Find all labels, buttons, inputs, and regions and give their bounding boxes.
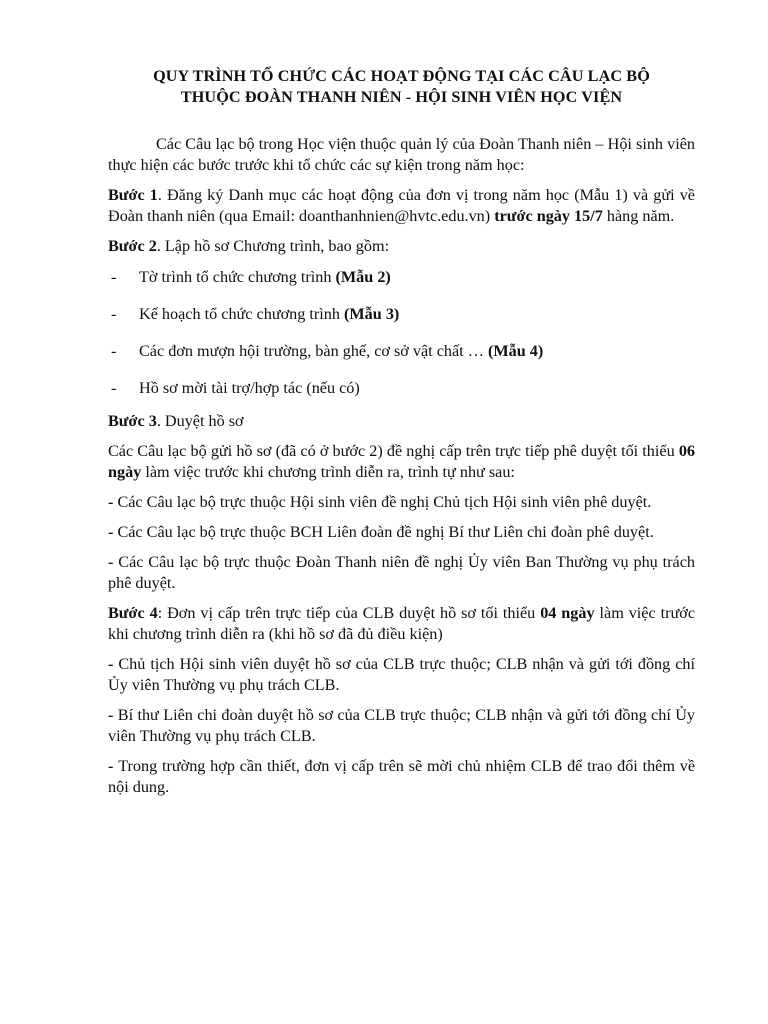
step-4-point [108,654,695,696]
point-text: Chủ tịch Hội sinh viên duyệt hồ sơ của CLB trực thuộc; CLB nhận và gửi tới đồng chí Ủy viên Thường vụ phụ trách CLB. [108,655,696,694]
step-3-paragraph [108,411,695,432]
step-1-text: . Đăng ký Danh mục các hoạt động của đơn vị trong năm học (Mẫu 1) và gửi về Đoàn thanh niên (qua Email: doanthanhnien@hvtc.edu.vn) [108,186,695,225]
point-dash: - [108,655,119,673]
step-4-paragraph [108,603,695,645]
list-dash: - [111,379,117,397]
step-4-label: Bước 4 [108,604,158,622]
intro-paragraph: Các Câu lạc bộ trong Học viện thuộc quản lý của Đoàn Thanh niên – Hội sinh viên thực hiện các bước trước khi tổ chức các sự kiện trong năm học: [108,135,695,174]
point-dash: - [108,757,119,775]
list-dash: - [111,342,117,360]
step-3-text: . Duyệt hồ sơ [156,412,244,430]
list-item [108,267,695,288]
list-item-text: Kế hoạch tổ chức chương trình [139,305,345,323]
list-item-text: Hồ sơ mời tài trợ/hợp tác (nếu có) [139,379,360,397]
point-dash: - [108,493,118,511]
point-text: Các Câu lạc bộ trực thuộc Hội sinh viên đề nghị Chủ tịch Hội sinh viên phê duyệt. [117,493,652,511]
step-1-label: Bước 1 [108,186,158,204]
step-3-point [108,492,695,513]
step-3-desc-text: Các Câu lạc bộ gửi hồ sơ (đã có ở bước 2) đề nghị cấp trên trực tiếp phê duyệt tối thiểu [108,442,679,460]
step-4-text-end: làm việc trước khi chương trình diễn ra (khi hồ sơ đã đủ điều kiện) [108,604,695,643]
list-item [108,341,695,362]
step-1-paragraph [108,185,695,227]
list-item-form: (Mẫu 3) [344,305,400,323]
list-dash: - [111,268,117,286]
list-item-form: (Mẫu 4) [487,342,544,360]
step-4-days: 04 ngày [540,604,595,622]
step-1-deadline: trước ngày 15/7 [494,207,603,225]
step-3-label: Bước 3 [108,412,157,430]
list-item-text: Tờ trình tổ chức chương trình [139,268,336,286]
list-dash: - [111,305,117,323]
step-2-label: Bước 2 [108,237,157,255]
step-3-point [108,552,695,594]
step-2-document-list [108,267,695,399]
step-1-text-end: hàng năm. [602,207,675,225]
step-3-days: 06 ngày [108,442,695,481]
point-text: Các Câu lạc bộ trực thuộc BCH Liên đoàn đề nghị Bí thư Liên chi đoàn phê duyệt. [117,523,654,541]
step-3-desc-text-end: làm việc trước khi chương trình diễn ra, trình tự như sau: [141,463,515,481]
title-line-2: THUỘC ĐOÀN THANH NIÊN - HỘI SINH VIÊN HỌC VIỆN [180,88,623,106]
point-dash: - [108,553,119,571]
point-text: Các Câu lạc bộ trực thuộc Đoàn Thanh niên đề nghị Ủy viên Ban Thường vụ phụ trách phê duyệt. [108,553,695,592]
point-text: Bí thư Liên chi đoàn duyệt hồ sơ của CLB trực thuộc; CLB nhận và gửi tới đồng chí Ủy viên Thường vụ phụ trách CLB. [108,706,695,745]
step-4-point [108,756,695,798]
step-2-text: . Lập hồ sơ Chương trình, bao gồm: [156,237,390,255]
point-text: Trong trường hợp cần thiết, đơn vị cấp trên sẽ mời chủ nhiệm CLB để trao đổi thêm về nội dung. [108,757,696,796]
list-item-text: Các đơn mượn hội trường, bàn ghế, cơ sở vật chất … [139,342,488,360]
point-dash: - [108,706,118,724]
step-4-point [108,705,695,747]
list-item [108,304,695,325]
document-title [108,66,695,108]
step-2-paragraph [108,236,695,257]
point-dash: - [108,523,118,541]
step-4-text: : Đơn vị cấp trên trực tiếp của CLB duyệt hồ sơ tối thiểu [157,604,541,622]
list-item-form: (Mẫu 2) [335,268,391,286]
step-3-point [108,522,695,543]
step-3-description [108,441,695,483]
title-line-1: QUY TRÌNH TỔ CHỨC CÁC HOẠT ĐỘNG TẠI CÁC CÂU LẠC BỘ [153,67,650,85]
list-item [108,378,695,399]
